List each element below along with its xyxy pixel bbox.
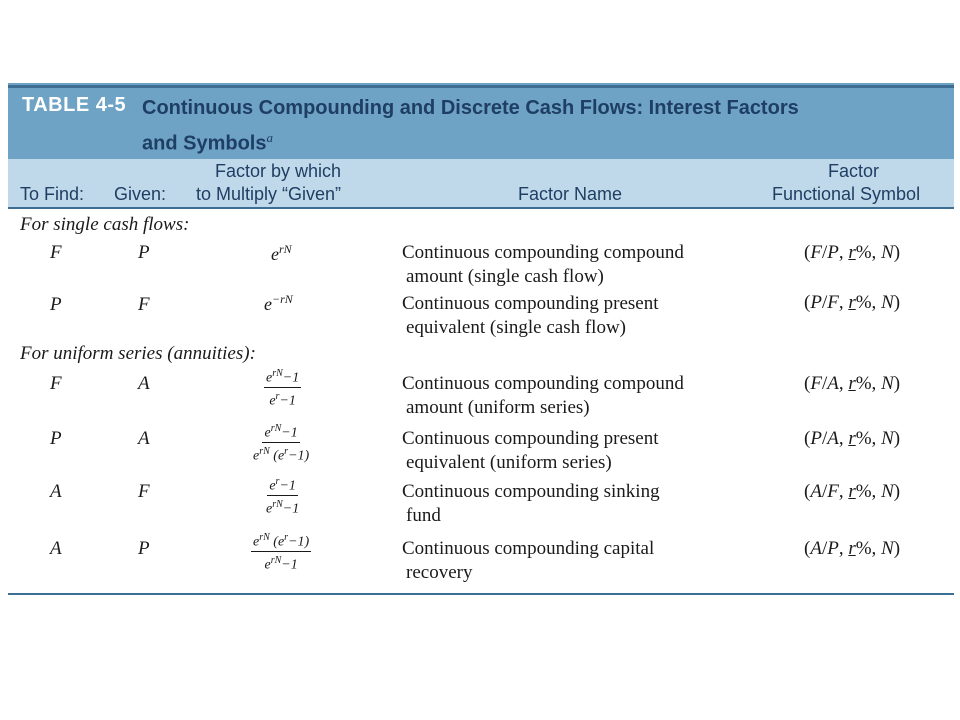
- title-top-rule: [8, 85, 954, 88]
- to-find-cell: F: [50, 242, 62, 263]
- col-factor-name: Factor Name: [518, 184, 623, 204]
- col-symbol-line2: Functional Symbol: [772, 184, 921, 204]
- table-title-line2: and Symbols: [142, 132, 267, 155]
- given-cell: A: [138, 428, 150, 449]
- table-bottom-rule: [8, 593, 954, 595]
- col-to-find: To Find:: [20, 184, 85, 204]
- to-find-cell: A: [50, 538, 62, 559]
- factor-formula: $e^{rN}-1$ $e^r-1$: [266, 368, 300, 409]
- factor-name-cell: Continuous compounding compound amount (uniform series): [402, 373, 684, 418]
- table-number: TABLE 4-5: [22, 94, 127, 116]
- to-find-cell: P: [50, 294, 62, 315]
- col-factor-line1: Factor by which: [215, 161, 342, 181]
- factor-formula: $e^{-rN}$: [264, 292, 293, 314]
- table-title: [142, 94, 922, 159]
- factor-formula: $e^r-1$ $e^{rN}-1$: [266, 476, 300, 517]
- section-uniform-series: For uniform series (annuities):: [20, 343, 256, 364]
- given-cell: F: [138, 481, 150, 502]
- to-find-cell: P: [50, 428, 62, 449]
- to-find-cell: A: [50, 481, 62, 502]
- to-find-cell: F: [50, 373, 62, 394]
- functional-symbol-cell: (F/P, r%, N): [804, 242, 901, 263]
- col-factor-line2: to Multiply “Given”: [196, 184, 342, 204]
- factor-formula: $e^{rN}-1$ $e^{rN}$ $(e^r-1)$: [253, 423, 310, 464]
- given-cell: P: [138, 242, 150, 263]
- col-given: Given:: [114, 184, 167, 204]
- factor-name-cell: Continuous compounding present equivalent (uniform series): [402, 428, 659, 473]
- functional-symbol-cell: (P/A, r%, N): [804, 428, 901, 449]
- table-title-line1: Continuous Compounding and Discrete Cash Flows: Interest Factors: [142, 97, 799, 119]
- factor-name-cell: Continuous compounding present equivalent (single cash flow): [402, 293, 659, 338]
- header-rule: [8, 207, 954, 209]
- functional-symbol-cell: (P/F, r%, N): [804, 292, 901, 313]
- title-footnote-mark: a: [266, 130, 273, 145]
- factor-name-cell: Continuous compounding sinking fund: [402, 481, 660, 526]
- functional-symbol-cell: (F/A, r%, N): [804, 373, 901, 394]
- col-symbol-line1: Factor: [828, 161, 880, 181]
- factor-name-cell: Continuous compounding capital recovery: [402, 538, 655, 583]
- factor-formula: $e^{rN}$: [271, 242, 292, 264]
- given-cell: P: [138, 538, 150, 559]
- factor-name-cell: Continuous compounding compound amount (single cash flow): [402, 242, 684, 287]
- functional-symbol-cell: (A/P, r%, N): [804, 538, 901, 559]
- section-single-cash-flows: For single cash flows:: [20, 214, 190, 235]
- functional-symbol-cell: (A/F, r%, N): [804, 481, 901, 502]
- given-cell: A: [138, 373, 150, 394]
- given-cell: F: [138, 294, 150, 315]
- factor-formula: $e^{rN}$ $(e^r-1)$ $e^{rN}-1$: [253, 532, 310, 573]
